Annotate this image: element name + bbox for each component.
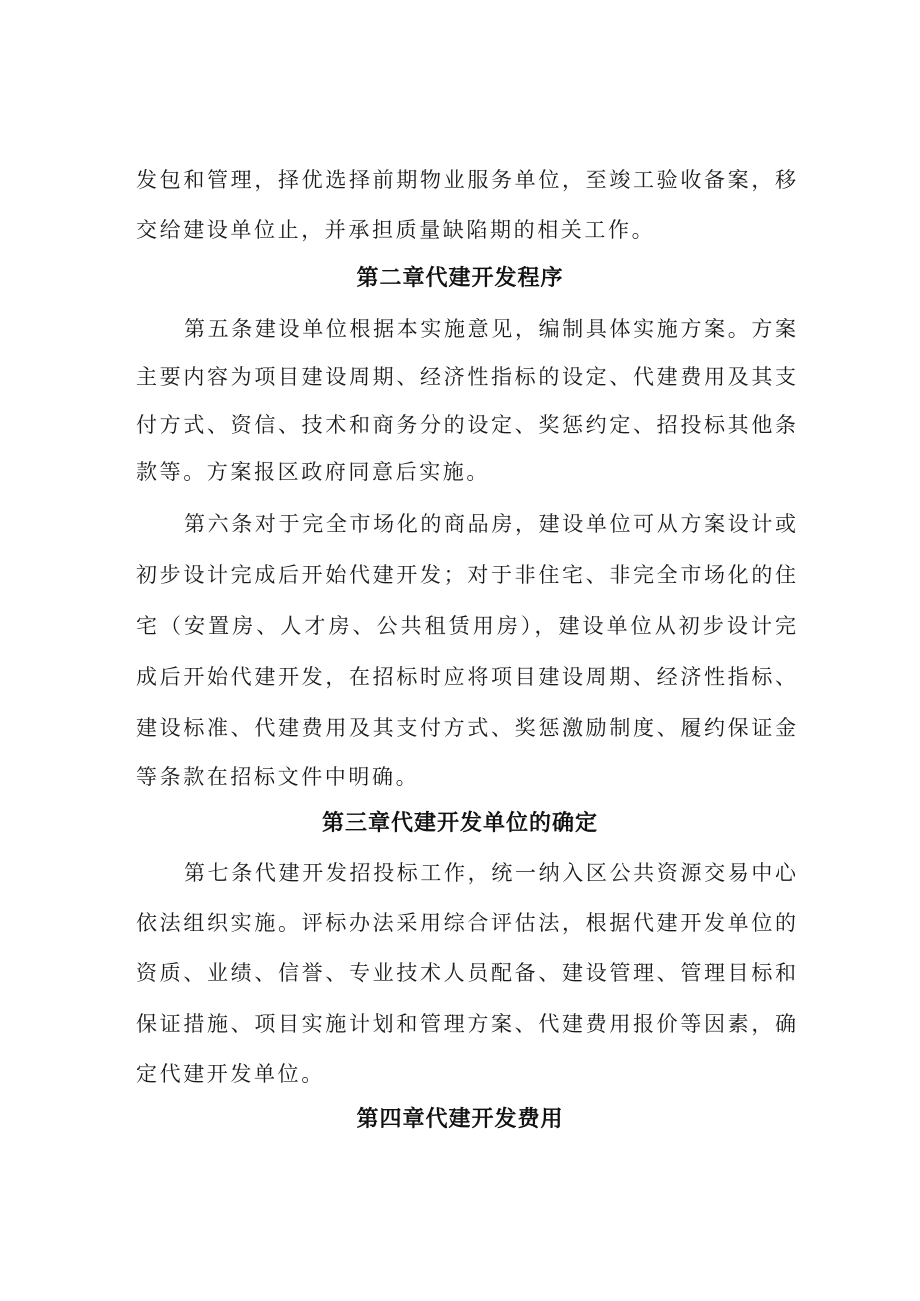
paragraph-line: 发包和管理，择优选择前期物业服务单位，至竣工验收备案，移 xyxy=(136,168,796,192)
paragraph-line: 初步设计完成后开始代建开发；对于非住宅、非完全市场化的住 xyxy=(136,563,796,587)
paragraph-line: 资质、业绩、信誉、专业技术人员配备、建设管理、管理目标和 xyxy=(136,961,796,985)
paragraph-line: 款等。方案报区政府同意后实施。 xyxy=(136,460,490,484)
paragraph-line: 主要内容为项目建设周期、经济性指标的设定、代建费用及其支 xyxy=(136,365,796,389)
chapter-2-heading: 第二章代建开发程序 xyxy=(356,266,564,291)
paragraph-line: 第五条建设单位根据本实施意见，编制具体实施方案。方案 xyxy=(184,317,796,341)
paragraph-line: 第七条代建开发招投标工作，统一纳入区公共资源交易中心 xyxy=(184,861,796,885)
paragraph-line: 付方式、资信、技术和商务分的设定、奖惩约定、招投标其他条 xyxy=(136,413,796,437)
paragraph-line: 定代建开发单位。 xyxy=(136,1062,325,1086)
paragraph-line: 依法组织实施。评标办法采用综合评估法，根据代建开发单位的 xyxy=(136,911,796,935)
paragraph-line: 宅（安置房、人才房、公共租赁用房），建设单位从初步设计完 xyxy=(136,614,796,638)
paragraph-line: 第六条对于完全市场化的商品房，建设单位可从方案设计或 xyxy=(184,512,796,536)
paragraph-line: 等条款在招标文件中明确。 xyxy=(136,765,420,789)
paragraph-line: 建设标准、代建费用及其支付方式、奖惩激励制度、履约保证金 xyxy=(136,716,796,740)
paragraph-line: 保证措施、项目实施计划和管理方案、代建费用报价等因素，确 xyxy=(136,1012,796,1036)
paragraph-line: 成后开始代建开发，在招标时应将项目建设周期、经济性指标、 xyxy=(136,665,796,689)
chapter-3-heading: 第三章代建开发单位的确定 xyxy=(321,811,598,836)
paragraph-line: 交给建设单位止，并承担质量缺陷期的相关工作。 xyxy=(136,218,656,242)
chapter-4-heading: 第四章代建开发费用 xyxy=(356,1107,564,1132)
